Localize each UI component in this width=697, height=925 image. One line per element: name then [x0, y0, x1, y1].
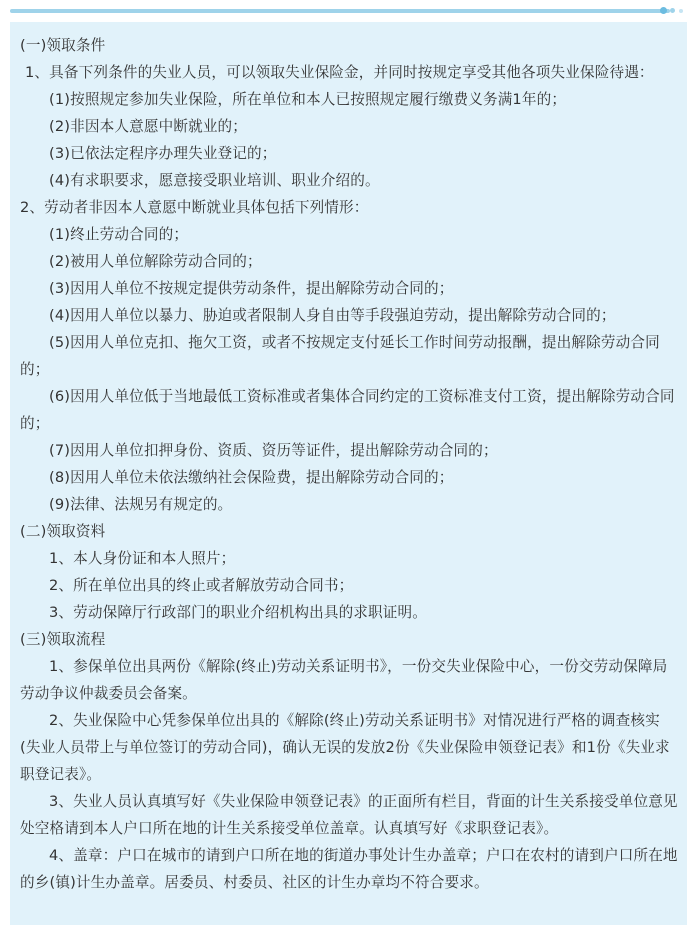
- condition-item-3: (3)已依法定程序办理失业登记的；: [49, 145, 277, 162]
- situation-item-5: (5)因用人单位克扣、拖欠工资，或者不按规定支付延长工作时间劳动报酬，提出解除劳动合同的；: [20, 334, 660, 378]
- condition-item-2: (2)非因本人意愿中断就业的；: [49, 118, 248, 135]
- paragraph-situations-intro: 2、劳动者非因本人意愿中断就业具体包括下列情形：: [20, 199, 369, 216]
- divider-dot-small: [679, 9, 683, 13]
- section-heading-materials: (二)领取资料: [20, 523, 106, 540]
- section-heading-conditions: (一)领取条件: [20, 37, 106, 54]
- paragraph-condition-intro: 1、具备下列条件的失业人员，可以领取失业保险金，并同时按规定享受其他各项失业保险待遇：: [25, 64, 654, 81]
- divider-dot-medium: [670, 8, 675, 13]
- article-body: [20, 32, 680, 896]
- situation-item-3: (3)因用人单位不按规定提供劳动条件，提出解除劳动合同的；: [49, 280, 454, 297]
- process-step-4: 4、盖章：户口在城市的请到户口所在地的街道办事处计生办盖章；户口在农村的请到户口所在地的乡(镇)计生办盖章。居委员、村委员、社区的计生办章均不符合要求。: [20, 847, 678, 891]
- material-item-3: 3、劳动保障厅行政部门的职业介绍机构出具的求职证明。: [49, 604, 428, 621]
- section-heading-process: (三)领取流程: [20, 631, 106, 648]
- condition-item-1: (1)按照规定参加失业保险，所在单位和本人已按照规定履行缴费义务满1年的；: [49, 91, 567, 108]
- situation-item-4: (4)因用人单位以暴力、胁迫或者限制人身自由等手段强迫劳动，提出解除劳动合同的；: [49, 307, 616, 324]
- top-divider-line: [10, 9, 670, 13]
- situation-item-7: (7)因用人单位扣押身份、资质、资历等证件，提出解除劳动合同的；: [49, 442, 498, 459]
- process-step-1: 1、参保单位出具两份《解除(终止)劳动关系证明书》，一份交失业保险中心，一份交劳动保障局劳动争议仲裁委员会备案。: [20, 658, 668, 702]
- material-item-1: 1、本人身份证和本人照片；: [49, 550, 236, 567]
- situation-item-2: (2)被用人单位解除劳动合同的；: [49, 253, 262, 270]
- situation-item-8: (8)因用人单位未依法缴纳社会保险费，提出解除劳动合同的；: [49, 469, 454, 486]
- divider-dot-large: [660, 7, 667, 14]
- situation-item-6: (6)因用人单位低于当地最低工资标准或者集体合同约定的工资标准支付工资，提出解除劳动合同的；: [20, 388, 675, 432]
- situation-item-9: (9)法律、法规另有规定的。: [49, 496, 233, 513]
- process-step-3: 3、失业人员认真填写好《失业保险申领登记表》的正面所有栏目，背面的计生关系接受单位意见处空格请到本人户口所在地的计生关系接受单位盖章。认真填写好《求职登记表》。: [20, 793, 678, 837]
- situation-item-1: (1)终止劳动合同的；: [49, 226, 189, 243]
- condition-item-4: (4)有求职要求，愿意接受职业培训、职业介绍的。: [49, 172, 380, 189]
- process-step-2: 2、失业保险中心凭参保单位出具的《解除(终止)劳动关系证明书》对情况进行严格的调查核实(失业人员带上与单位签订的劳动合同)，确认无误的发放2份《失业保险申领登记表》和1份《失业求职登记表》。: [20, 712, 670, 783]
- material-item-2: 2、所在单位出具的终止或者解放劳动合同书；: [49, 577, 354, 594]
